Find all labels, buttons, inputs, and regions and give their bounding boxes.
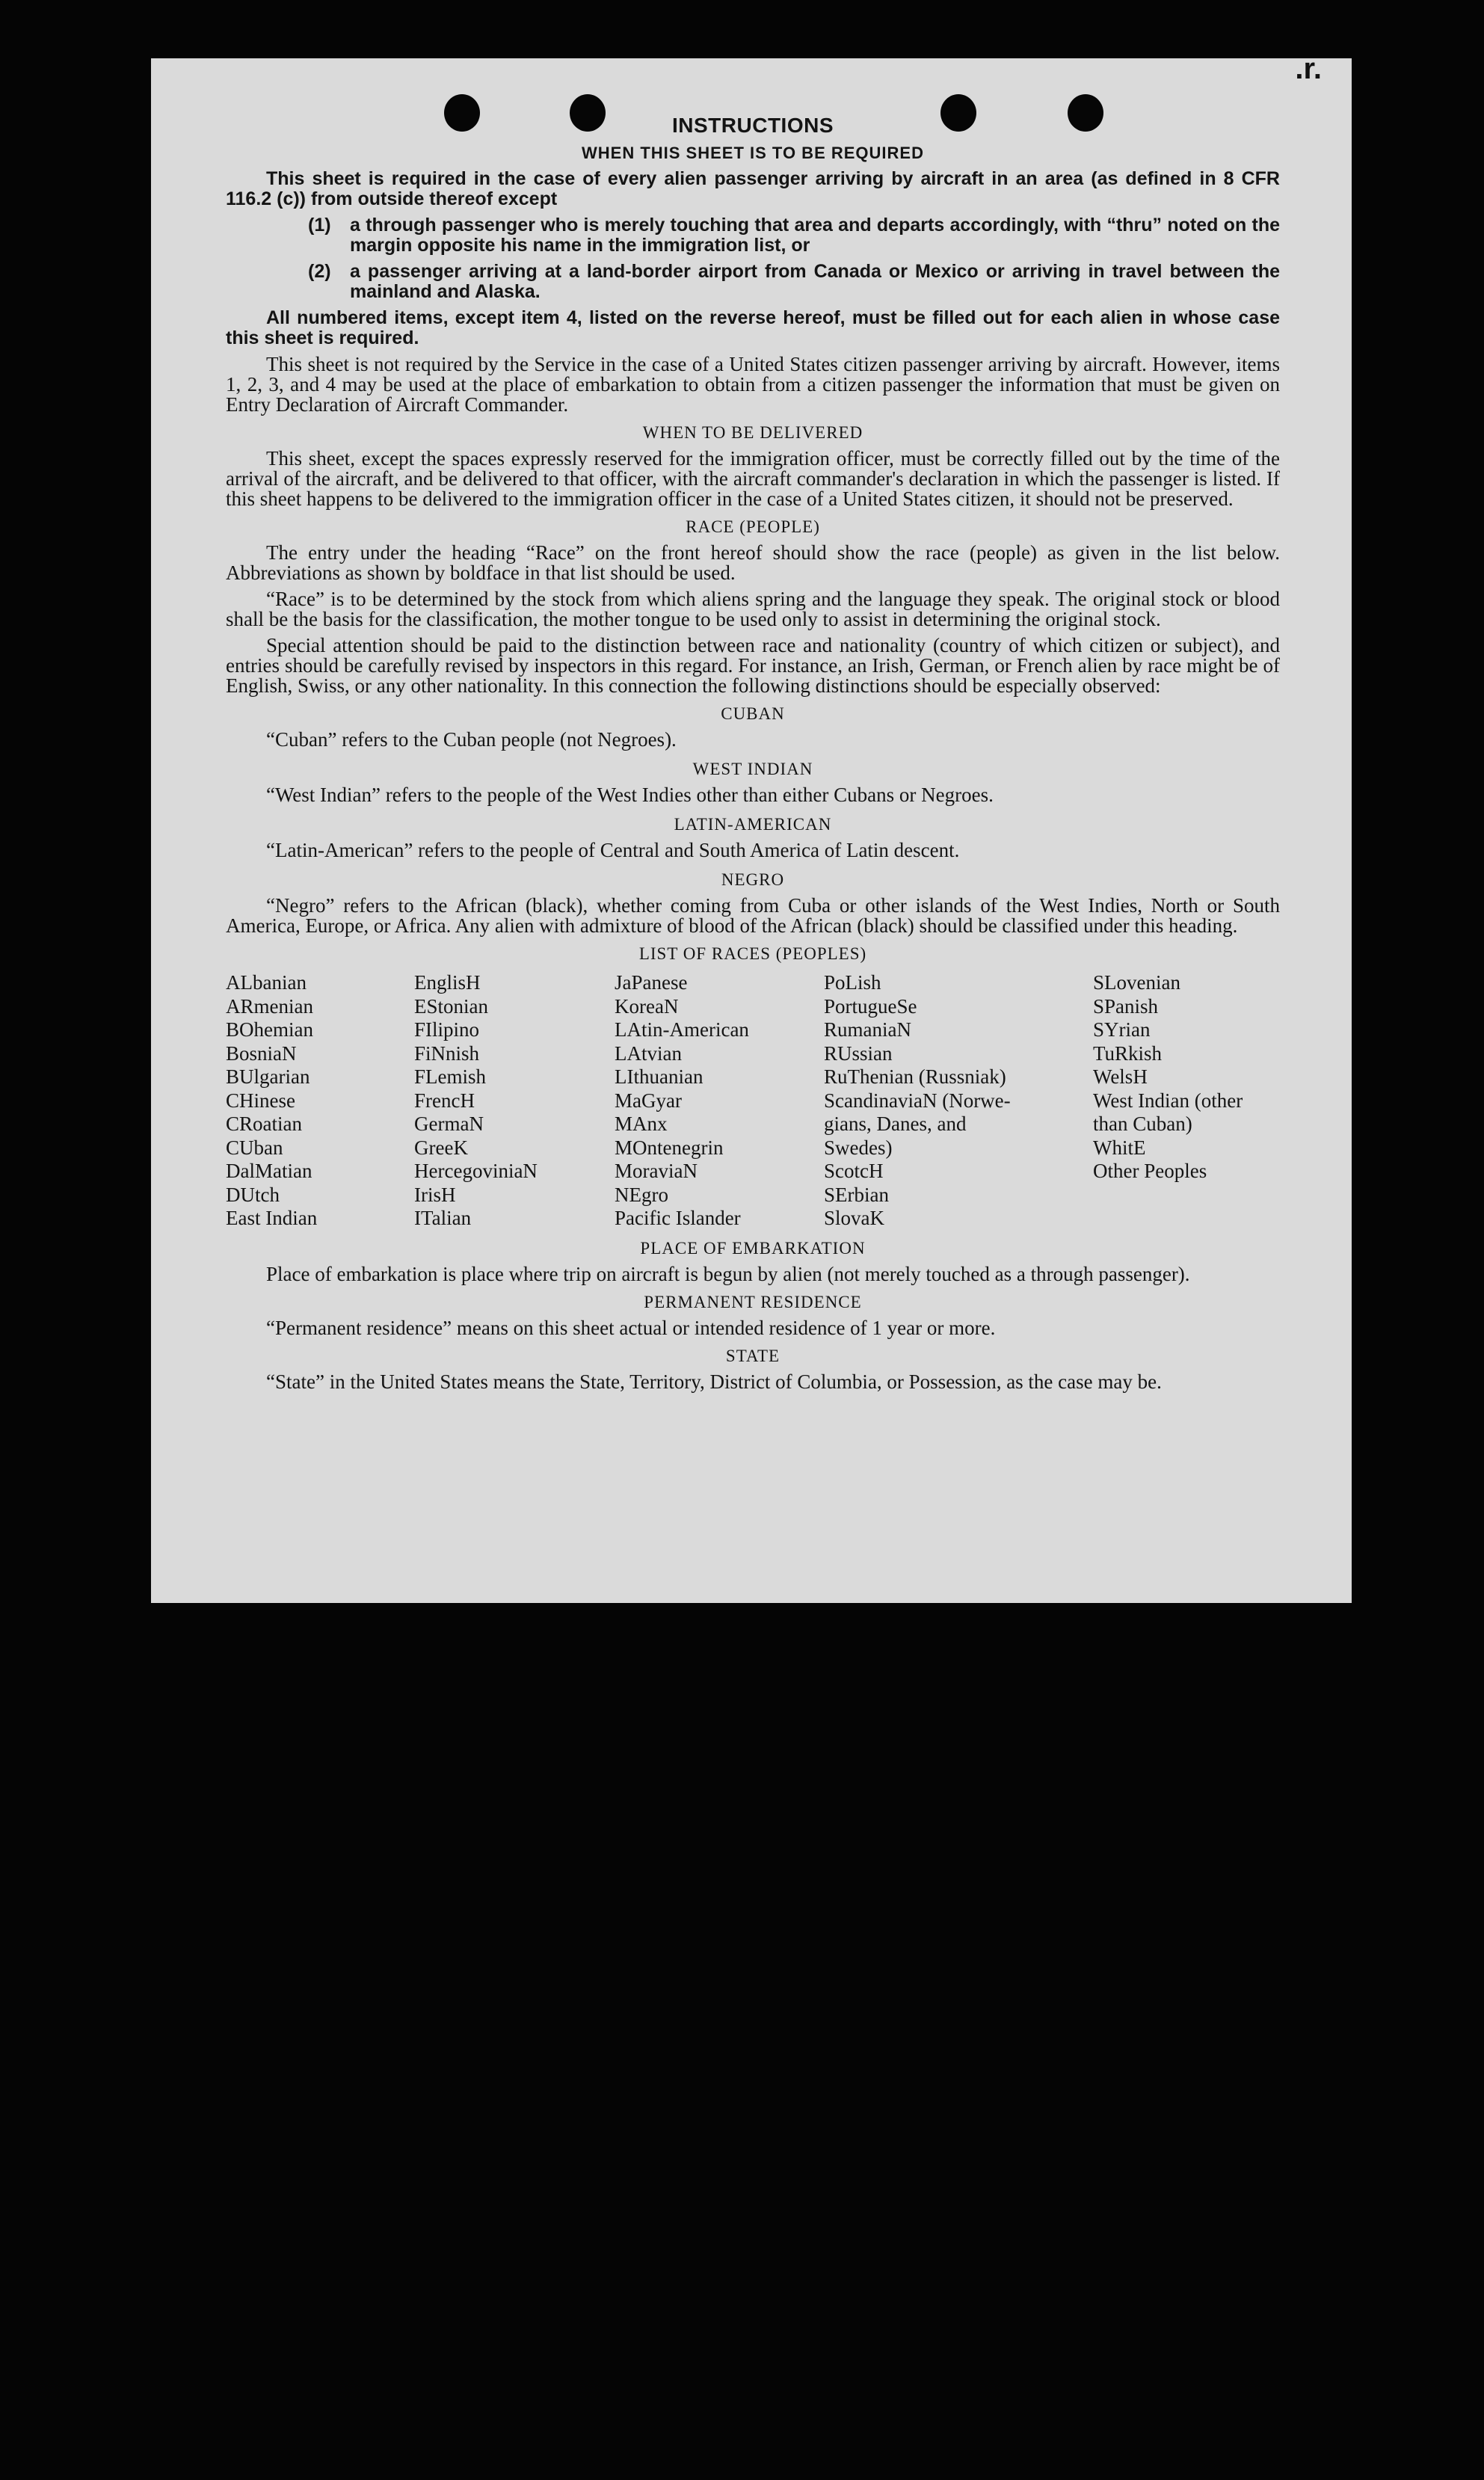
- race-entry: FLemish: [414, 1065, 487, 1088]
- page-title: INSTRUCTIONS: [672, 114, 834, 137]
- definition-cuban: “Cuban” refers to the Cuban people (not Negroes).: [266, 728, 677, 751]
- instructions-content: [226, 115, 1280, 1398]
- section-heading-latin-american: LATIN-AMERICAN: [674, 815, 832, 834]
- race-entry: SLovenian: [1093, 971, 1180, 994]
- race-entry: BUlgarian: [226, 1065, 310, 1088]
- race-entry: Pacific Islander: [615, 1207, 741, 1229]
- race-entry: KoreaN: [615, 994, 679, 1018]
- race-entry: MOntenegrin: [615, 1136, 724, 1159]
- paragraph-delivery: This sheet, except the spaces expressly reserved for the immigration officer, must be correctly filled out by the time of the arrival of the aircraft, and be delivered to that officer, with the aircraft commander's declaration in which the passenger is listed. If this sheet happens to be delivered to the immigration officer in the case of a United States citizen, it should not be preserved.: [226, 447, 1280, 510]
- race-entry: MAnx: [615, 1113, 668, 1135]
- race-entry: ScandinaviaN (Norwe- gians, Danes, and Swedes): [824, 1089, 1011, 1159]
- exception-item: [308, 262, 1280, 302]
- race-entry: LAtvian: [615, 1041, 682, 1065]
- race-entry: NEgro: [615, 1183, 668, 1206]
- race-entry: SErbian: [824, 1183, 889, 1206]
- race-entry: GreeK: [414, 1136, 468, 1159]
- paragraph-state: “State” in the United States means the State, Territory, District of Columbia, or Possession, as the case may be.: [266, 1370, 1162, 1393]
- paragraph-embarkation: Place of embarkation is place where trip on aircraft is begun by alien (not merely touched as a through passenger).: [266, 1262, 1190, 1285]
- race-entry: FIlipino: [414, 1018, 480, 1041]
- paragraph-residence: “Permanent residence” means on this sheet actual or intended residence of 1 year or more.: [266, 1316, 996, 1339]
- race-entry: PoLish: [824, 971, 881, 994]
- race-entry: IrisH: [414, 1183, 456, 1206]
- race-entry: MaGyar: [615, 1089, 682, 1112]
- race-entry: LIthuanian: [615, 1065, 703, 1088]
- race-entry: RuThenian (Russniak): [824, 1065, 1006, 1088]
- definition-negro: “Negro” refers to the African (black), whether coming from Cuba or other islands of the West Indies, North or South America, Europe, or Africa. Any alien with admixture of blood of the African (black) should be classified under this heading.: [226, 894, 1280, 937]
- section-heading-when-delivered: WHEN TO BE DELIVERED: [642, 423, 863, 442]
- race-entry: BOhemian: [226, 1018, 313, 1041]
- race-entry: TuRkish: [1093, 1041, 1163, 1065]
- races-column: [414, 971, 615, 1231]
- race-entry: EStonian: [414, 994, 488, 1018]
- race-entry: East Indian: [226, 1207, 318, 1229]
- race-entry: CRoatian: [226, 1113, 302, 1135]
- race-entry: MoraviaN: [615, 1160, 698, 1182]
- race-entry: JaPanese: [615, 971, 688, 994]
- race-entry: LAtin-American: [615, 1018, 749, 1041]
- exception-text: a through passenger who is merely touching that area and departs accordingly, with “thru” noted on the margin opposite his name in the immigration list, or: [350, 215, 1280, 256]
- paragraph-race-entry: The entry under the heading “Race” on the front hereof should show the race (people) as given in the list below. Abbreviations as shown by boldface in that list should be used.: [226, 541, 1280, 584]
- races-column: [615, 971, 824, 1231]
- race-entry: FrencH: [414, 1089, 475, 1112]
- race-entry: BosniaN: [226, 1041, 297, 1065]
- race-entry: ScotcH: [824, 1160, 884, 1182]
- exception-item: [308, 215, 1280, 256]
- exception-number: (2): [308, 261, 331, 282]
- section-heading-cuban: CUBAN: [721, 704, 785, 723]
- definition-west-indian: “West Indian” refers to the people of the West Indies other than either Cubans or Negroes.: [266, 784, 994, 806]
- section-heading-race: RACE (PEOPLE): [686, 517, 820, 536]
- exception-number: (1): [308, 215, 331, 236]
- race-entry: RUssian: [824, 1041, 893, 1065]
- race-entry: EnglisH: [414, 971, 481, 994]
- definition-latin-american: “Latin-American” refers to the people of Central and South America of Latin descent.: [266, 839, 960, 861]
- race-entry: ALbanian: [226, 971, 307, 994]
- section-heading-state: STATE: [725, 1346, 781, 1365]
- paragraph-numbered-items: All numbered items, except item 4, listed on the reverse hereof, must be filled out for each alien in whose case this sheet is required.: [226, 307, 1280, 348]
- race-entry: DalMatian: [226, 1160, 312, 1182]
- race-entry: SPanish: [1093, 994, 1159, 1018]
- race-entry: SYrian: [1093, 1018, 1151, 1041]
- corner-mark: .r.: [1295, 52, 1322, 85]
- paragraph-requirement: This sheet is required in the case of every alien passenger arriving by aircraft in an area (as defined in 8 CFR 116.2 (c)) from outside thereof except: [226, 168, 1280, 209]
- race-entry: ITalian: [414, 1207, 472, 1229]
- paragraph-not-required: This sheet is not required by the Service in the case of a United States citizen passenger arriving by aircraft. However, items 1, 2, 3, and 4 may be used at the place of embarkation to obtain from a citizen passenger the information that must be given on Entry Declaration of Aircraft Commander.: [226, 353, 1280, 416]
- race-entry: SlovaK: [824, 1207, 884, 1229]
- section-heading-residence: PERMANENT RESIDENCE: [644, 1292, 862, 1311]
- races-list: [226, 971, 1280, 1231]
- section-heading-west-indian: WEST INDIAN: [692, 760, 813, 778]
- section-heading-negro: NEGRO: [721, 870, 785, 889]
- races-column: [824, 971, 1093, 1231]
- race-entry: ARmenian: [226, 994, 313, 1018]
- races-column: [226, 971, 414, 1231]
- race-entry: GermaN: [414, 1113, 484, 1135]
- paragraph-race-nationality: Special attention should be paid to the distinction between race and nationality (country of which citizen or subject), and entries should be carefully revised by inspectors in this regard. For instance, an Irish, German, or French alien by race might be of English, Swiss, or any other nationality. In this connection the following distinctions should be especially observed:: [226, 634, 1280, 697]
- race-entry: PortugueSe: [824, 994, 917, 1018]
- race-entry: HercegoviniaN: [414, 1160, 538, 1182]
- section-heading-when-required: WHEN THIS SHEET IS TO BE REQUIRED: [582, 144, 924, 162]
- race-entry: FiNnish: [414, 1041, 480, 1065]
- section-heading-embarkation: PLACE OF EMBARKATION: [640, 1238, 866, 1258]
- races-column: [1093, 971, 1280, 1231]
- race-entry: DUtch: [226, 1183, 280, 1206]
- race-entry: Other Peoples: [1093, 1160, 1207, 1182]
- race-entry: CUban: [226, 1136, 283, 1159]
- instruction-sheet: [151, 52, 1352, 1603]
- section-heading-list-of-races: LIST OF RACES (PEOPLES): [638, 944, 867, 963]
- race-entry: West Indian (other than Cuban): [1093, 1089, 1243, 1135]
- race-entry: WelsH: [1093, 1065, 1148, 1088]
- race-entry: WhitE: [1093, 1136, 1146, 1159]
- paragraph-race-stock: “Race” is to be determined by the stock from which aliens spring and the language they speak. The original stock or blood shall be the basis for the classification, the mother tongue to be used only to assist in determining the original stock.: [226, 588, 1280, 630]
- exception-text: a passenger arriving at a land-border airport from Canada or Mexico or arriving in travel between the mainland and Alaska.: [350, 261, 1280, 302]
- race-entry: CHinese: [226, 1089, 295, 1112]
- race-entry: RumaniaN: [824, 1018, 911, 1041]
